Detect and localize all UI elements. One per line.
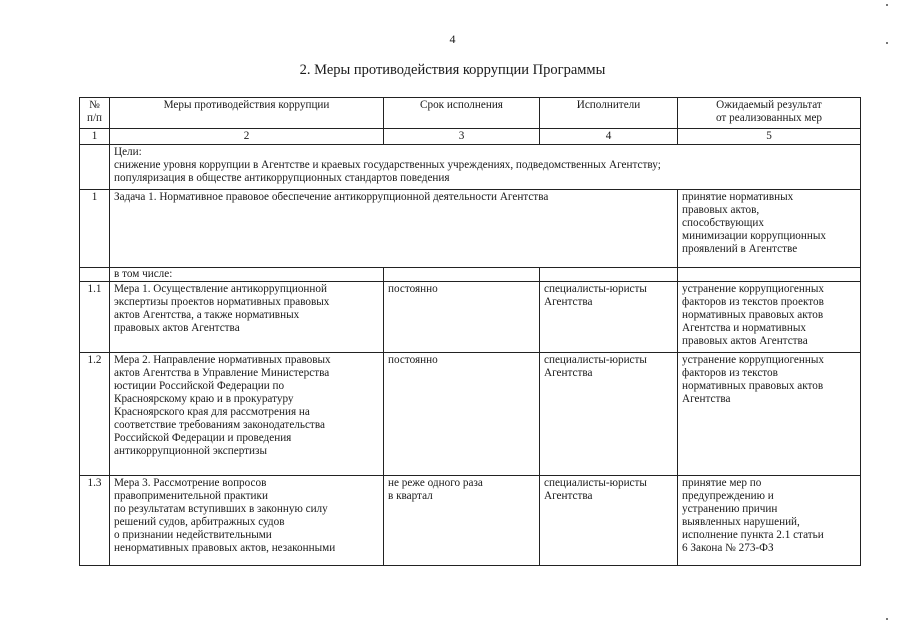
row-measure: Мера 1. Осуществление антикоррупционной экспертизы проектов нормативных правовых актов Агентства, а также нормативных правовых актов Агентства	[110, 282, 384, 353]
page-title: 2. Меры противодействия коррупции Программы	[299, 62, 606, 78]
measures-table	[79, 97, 861, 566]
column-number: 3	[384, 129, 540, 145]
column-number: 2	[110, 129, 384, 145]
column-number: 1	[80, 129, 110, 145]
task-num: 1	[80, 190, 110, 268]
row-result: принятие мер по предупреждению и устранению причин выявленных нарушений, исполнение пункта 2.1 статьи 6 Закона № 273-ФЗ	[678, 476, 861, 566]
table-row	[80, 282, 861, 353]
row-executors: специалисты-юристы Агентства	[540, 282, 678, 353]
including-label: в том числе:	[110, 268, 384, 282]
header-measures: Меры противодействия коррупции	[110, 98, 384, 129]
row-num: 1.3	[80, 476, 110, 566]
column-number: 5	[678, 129, 861, 145]
row-measure: Мера 2. Направление нормативных правовых актов Агентства в Управление Министерства юстиции Российской Федерации по Красноярскому краю и в прокуратуру Красноярского края для рассмотрения на соответствие требованиям законодательства Российской Федерации и проведения антикоррупционной экспертизы	[110, 353, 384, 476]
header-deadline: Срок исполнения	[384, 98, 540, 129]
header-num: № п/п	[80, 98, 110, 129]
header-result: Ожидаемый результат от реализованных мер	[678, 98, 861, 129]
task-row	[80, 190, 861, 268]
task-text: Задача 1. Нормативное правовое обеспечение антикоррупционной деятельности Агентства	[110, 190, 678, 268]
row-deadline: постоянно	[384, 282, 540, 353]
row-measure: Мера 3. Рассмотрение вопросов правоприменительной практики по результатам вступивших в законную силу решений судов, арбитражных судов о признании недействительными ненормативных правовых актов, незаконными	[110, 476, 384, 566]
table-row	[80, 353, 861, 476]
table-row	[80, 476, 861, 566]
header-executors: Исполнители	[540, 98, 678, 129]
including-row	[80, 268, 861, 282]
page-number: 4	[449, 32, 456, 46]
row-deadline: постоянно	[384, 353, 540, 476]
column-number-row	[80, 129, 861, 145]
goals-row	[80, 145, 861, 190]
row-executors: специалисты-юристы Агентства	[540, 353, 678, 476]
task-result: принятие нормативных правовых актов, способствующих минимизации коррупционных проявлений в Агентстве	[678, 190, 861, 268]
row-num: 1.2	[80, 353, 110, 476]
goals-cell: Цели: снижение уровня коррупции в Агентстве и краевых государственных учреждениях, подведомственных Агентству; популяризация в обществе антикоррупционных стандартов поведения	[110, 145, 861, 190]
row-executors: специалисты-юристы Агентства	[540, 476, 678, 566]
row-result: устранение коррупциогенных факторов из текстов проектов нормативных правовых актов Агентства и нормативных правовых актов Агентства	[678, 282, 861, 353]
column-number: 4	[540, 129, 678, 145]
header-row	[80, 98, 861, 129]
scan-speck	[886, 4, 888, 6]
row-deadline: не реже одного раза в квартал	[384, 476, 540, 566]
row-result: устранение коррупциогенных факторов из текстов нормативных правовых актов Агентства	[678, 353, 861, 476]
scan-speck	[886, 618, 888, 620]
row-num: 1.1	[80, 282, 110, 353]
